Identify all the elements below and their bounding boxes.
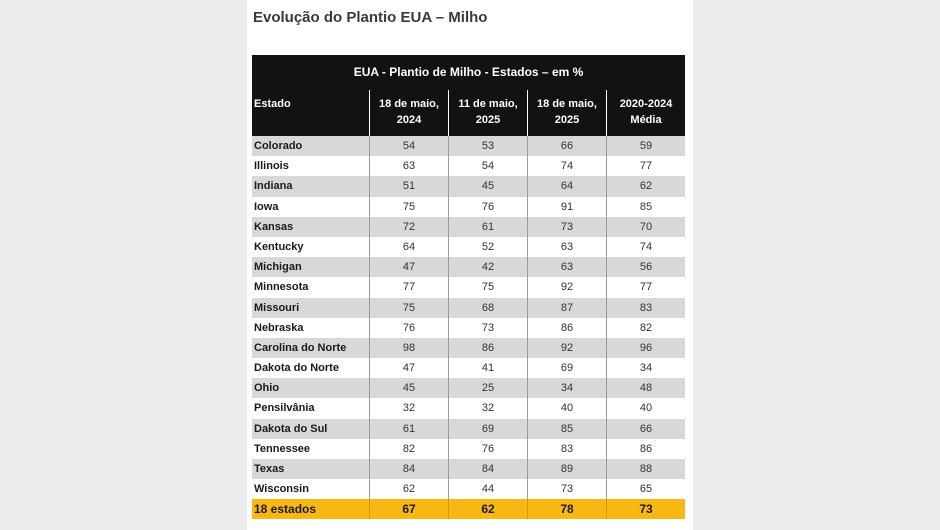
value-cell: 75 — [448, 277, 527, 297]
table-row — [252, 419, 685, 439]
state-name: Ohio — [254, 382, 280, 395]
page-title: Evolução do Plantio EUA – Milho — [253, 9, 488, 26]
total-cell: 62 — [448, 499, 527, 519]
column-header-2024: 18 de maio, 2024 — [369, 90, 448, 136]
value-cell: 85 — [527, 419, 606, 439]
state-name: Kentucky — [254, 240, 304, 253]
total-cell: 78 — [527, 499, 606, 519]
value-cell: 86 — [527, 318, 606, 338]
total-cell: 73 — [606, 499, 685, 519]
value-cell: 54 — [369, 136, 448, 156]
table-row — [252, 439, 685, 459]
value-cell: 51 — [369, 176, 448, 196]
state-name: Minnesota — [254, 281, 309, 294]
value-cell: 72 — [369, 217, 448, 237]
value-cell: 25 — [448, 378, 527, 398]
column-headers — [252, 90, 685, 136]
value-cell: 63 — [527, 237, 606, 257]
value-cell: 54 — [448, 156, 527, 176]
column-header-11-maio-2025: 11 de maio, 2025 — [448, 90, 527, 136]
table-caption: EUA - Plantio de Milho - Estados – em % — [353, 65, 584, 79]
table-row — [252, 318, 685, 338]
state-name: Indiana — [254, 180, 293, 193]
value-cell: 86 — [606, 439, 685, 459]
value-cell: 56 — [606, 257, 685, 277]
value-cell: 77 — [606, 277, 685, 297]
table-row — [252, 197, 685, 217]
value-cell: 32 — [448, 398, 527, 418]
state-name: Carolina do Norte — [254, 341, 347, 354]
table-row — [252, 136, 685, 156]
value-cell: 77 — [606, 156, 685, 176]
value-cell: 61 — [448, 217, 527, 237]
table-row — [252, 277, 685, 297]
value-cell: 68 — [448, 298, 527, 318]
value-cell: 52 — [448, 237, 527, 257]
value-cell: 34 — [606, 358, 685, 378]
state-name: Michigan — [254, 261, 302, 274]
value-cell: 75 — [369, 197, 448, 217]
value-cell: 91 — [527, 197, 606, 217]
value-cell: 98 — [369, 338, 448, 358]
table-row — [252, 257, 685, 277]
state-name: Dakota do Sul — [254, 422, 328, 435]
state-name: Colorado — [254, 140, 303, 152]
state-name: Illinois — [254, 160, 289, 173]
value-cell: 82 — [369, 439, 448, 459]
value-cell: 70 — [606, 217, 685, 237]
total-cell: 67 — [369, 499, 448, 519]
value-cell: 96 — [606, 338, 685, 358]
value-cell: 47 — [369, 257, 448, 277]
value-cell: 40 — [606, 398, 685, 418]
value-cell: 63 — [527, 257, 606, 277]
state-name: Pensilvânia — [254, 402, 315, 415]
value-cell: 40 — [527, 398, 606, 418]
value-cell: 59 — [606, 136, 685, 156]
value-cell: 63 — [369, 156, 448, 176]
total-label: 18 estados — [254, 502, 317, 517]
value-cell: 74 — [527, 156, 606, 176]
value-cell: 47 — [369, 358, 448, 378]
table-row — [252, 176, 685, 196]
value-cell: 45 — [369, 378, 448, 398]
table-row — [252, 459, 685, 479]
value-cell: 34 — [527, 378, 606, 398]
state-name: Tennessee — [254, 442, 311, 455]
value-cell: 76 — [448, 439, 527, 459]
state-name: Dakota do Norte — [254, 362, 339, 375]
table-row — [252, 338, 685, 358]
value-cell: 64 — [527, 176, 606, 196]
table-row — [252, 378, 685, 398]
state-name: Iowa — [254, 200, 279, 213]
value-cell: 89 — [527, 459, 606, 479]
value-cell: 62 — [369, 479, 448, 499]
table-row — [252, 398, 685, 418]
value-cell: 77 — [369, 277, 448, 297]
value-cell: 62 — [606, 176, 685, 196]
value-cell: 73 — [527, 217, 606, 237]
value-cell: 66 — [527, 136, 606, 156]
state-name: Missouri — [254, 301, 300, 314]
value-cell: 65 — [606, 479, 685, 499]
value-cell: 87 — [527, 298, 606, 318]
value-cell: 84 — [448, 459, 527, 479]
value-cell: 42 — [448, 257, 527, 277]
table-body — [252, 136, 685, 499]
value-cell: 83 — [527, 439, 606, 459]
value-cell: 84 — [369, 459, 448, 479]
value-cell: 86 — [448, 338, 527, 358]
value-cell: 41 — [448, 358, 527, 378]
column-header-estado: Estado — [254, 98, 291, 110]
value-cell: 76 — [448, 197, 527, 217]
value-cell: 66 — [606, 419, 685, 439]
column-header-18-maio-2025: 18 de maio, 2025 — [527, 90, 606, 136]
value-cell: 73 — [527, 479, 606, 499]
total-row — [252, 499, 685, 519]
table-row — [252, 217, 685, 237]
value-cell: 53 — [448, 136, 527, 156]
value-cell: 85 — [606, 197, 685, 217]
value-cell: 83 — [606, 298, 685, 318]
state-name: Nebraska — [254, 321, 304, 334]
value-cell: 69 — [448, 419, 527, 439]
table-row — [252, 237, 685, 257]
table-row — [252, 479, 685, 499]
value-cell: 74 — [606, 237, 685, 257]
table-row — [252, 358, 685, 378]
value-cell: 64 — [369, 237, 448, 257]
value-cell: 82 — [606, 318, 685, 338]
value-cell: 44 — [448, 479, 527, 499]
column-header-media: 2020-2024 Média — [606, 90, 685, 136]
value-cell: 76 — [369, 318, 448, 338]
state-name: Kansas — [254, 220, 294, 233]
state-name: Wisconsin — [254, 483, 309, 496]
value-cell: 48 — [606, 378, 685, 398]
value-cell: 75 — [369, 298, 448, 318]
value-cell: 69 — [527, 358, 606, 378]
table-row — [252, 156, 685, 176]
value-cell: 92 — [527, 277, 606, 297]
value-cell: 73 — [448, 318, 527, 338]
value-cell: 32 — [369, 398, 448, 418]
table-header — [252, 55, 685, 136]
value-cell: 61 — [369, 419, 448, 439]
value-cell: 88 — [606, 459, 685, 479]
value-cell: 45 — [448, 176, 527, 196]
planting-table — [252, 55, 685, 519]
table-row — [252, 298, 685, 318]
state-name: Texas — [254, 463, 285, 475]
value-cell: 92 — [527, 338, 606, 358]
